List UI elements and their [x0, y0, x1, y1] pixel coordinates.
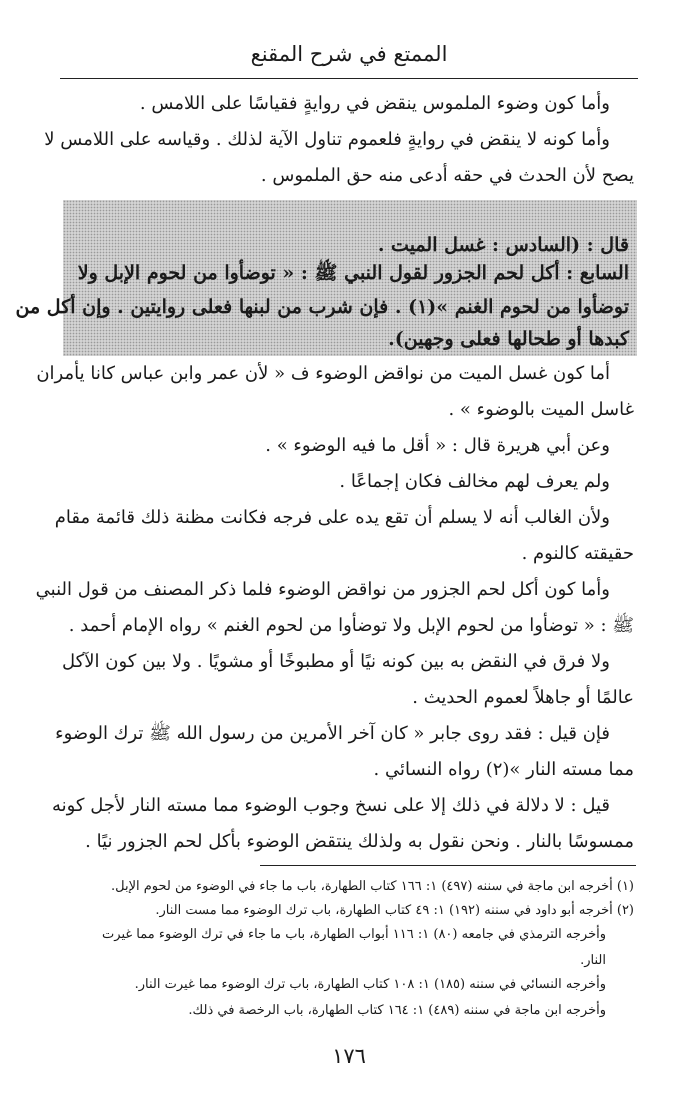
footnote-divider: [260, 865, 636, 866]
body-line: غاسل الميت بالوضوء » .: [448, 399, 634, 420]
body-line: عالمًا أو جاهلاً لعموم الحديث .: [412, 687, 634, 708]
matn-line: كبدها أو طحالها فعلى وجهين).: [388, 328, 629, 350]
matn-line: السابع : أكل لحم الجزور لقول النبي ﷺ : « توضأوا من لحوم الإبل ولا: [77, 262, 629, 284]
body-line: ﷺ : « توضأوا من لحوم الإبل ولا توضأوا من لحوم الغنم » رواه الإمام أحمد .: [68, 615, 634, 636]
body-line: مما مسته النار »(٢) رواه النسائي .: [373, 759, 634, 780]
body-line: يصح لأن الحدث في حقه أدعى منه حق الملموس .: [260, 165, 634, 186]
body-line: حقيقته كالنوم .: [521, 543, 634, 564]
body-line: ممسوسًا بالنار . ونحن نقول به ولذلك ينتقض الوضوء بأكل لحم الجزور نيًا .: [85, 831, 634, 852]
body-line: وأما كونه لا ينقض في روايةٍ فلعموم تناول الآية لذلك . وقياسه على اللامس لا: [44, 129, 610, 150]
footnote: وأخرجه النسائي في سننه (١٨٥) ١: ١٠٨ كتاب الطهارة، باب ترك الوضوء مما غيرت النار.: [134, 977, 606, 992]
matn-line: قال : (السادس : غسل الميت .: [377, 234, 629, 256]
footnote: وأخرجه الترمذي في جامعه (٨٠) ١: ١١٦ أبواب الطهارة، باب ما جاء في ترك الوضوء مما غيرت: [102, 927, 606, 942]
body-line: وأما كون وضوء الملموس ينقض في روايةٍ فقياسًا على اللامس .: [139, 93, 610, 114]
footnote: (٢) أخرجه أبو داود في سننه (١٩٢) ١: ٤٩ كتاب الطهارة، باب ترك الوضوء مما مست النار.: [155, 903, 634, 918]
footnote: (١) أخرجه ابن ماجة في سننه (٤٩٧) ١: ١٦٦ كتاب الطهارة، باب ما جاء في الوضوء من لحوم الإبل.: [110, 879, 634, 894]
header-divider: [60, 78, 638, 79]
body-line: ولم يعرف لهم مخالف فكان إجماعًا .: [339, 471, 610, 492]
body-line: ولأن الغالب أنه لا يسلم أن تقع يده على فرجه فكانت مظنة ذلك قائمة مقام: [54, 507, 610, 528]
body-line: قيل : لا دلالة في ذلك إلا على نسخ وجوب الوضوء مما مسته النار لأجل كونه: [51, 795, 610, 816]
body-line: ولا فرق في النقض به بين كونه نيًا أو مطبوخًا أو مشويًا . ولا بين كون الآكل: [62, 651, 610, 672]
footnote: النار.: [580, 953, 606, 968]
matn-highlight-box: [15, 200, 637, 356]
body-line: أما كون غسل الميت من نواقض الوضوء ف « لأن عمر وابن عباس كانا يأمران: [36, 363, 610, 384]
matn-line: توضأوا من لحوم الغنم »(١) . فإن شرب من لبنها فعلى روايتين . وإن أكل من: [15, 296, 629, 318]
footnote: وأخرجه ابن ماجة في سننه (٤٨٩) ١: ١٦٤ كتاب الطهارة، باب الرخصة في ذلك.: [188, 1003, 606, 1018]
page-number: ١٧٦: [332, 1044, 366, 1068]
running-header: الممتع في شرح المقنع: [250, 42, 448, 66]
body-line: وعن أبي هريرة قال : « أقل ما فيه الوضوء » .: [265, 435, 610, 456]
body-line: فإن قيل : فقد روى جابر « كان آخر الأمرين من رسول الله ﷺ ترك الوضوء: [55, 723, 610, 744]
body-line: وأما كون أكل لحم الجزور من نواقض الوضوء فلما ذكر المصنف من قول النبي: [35, 579, 610, 600]
